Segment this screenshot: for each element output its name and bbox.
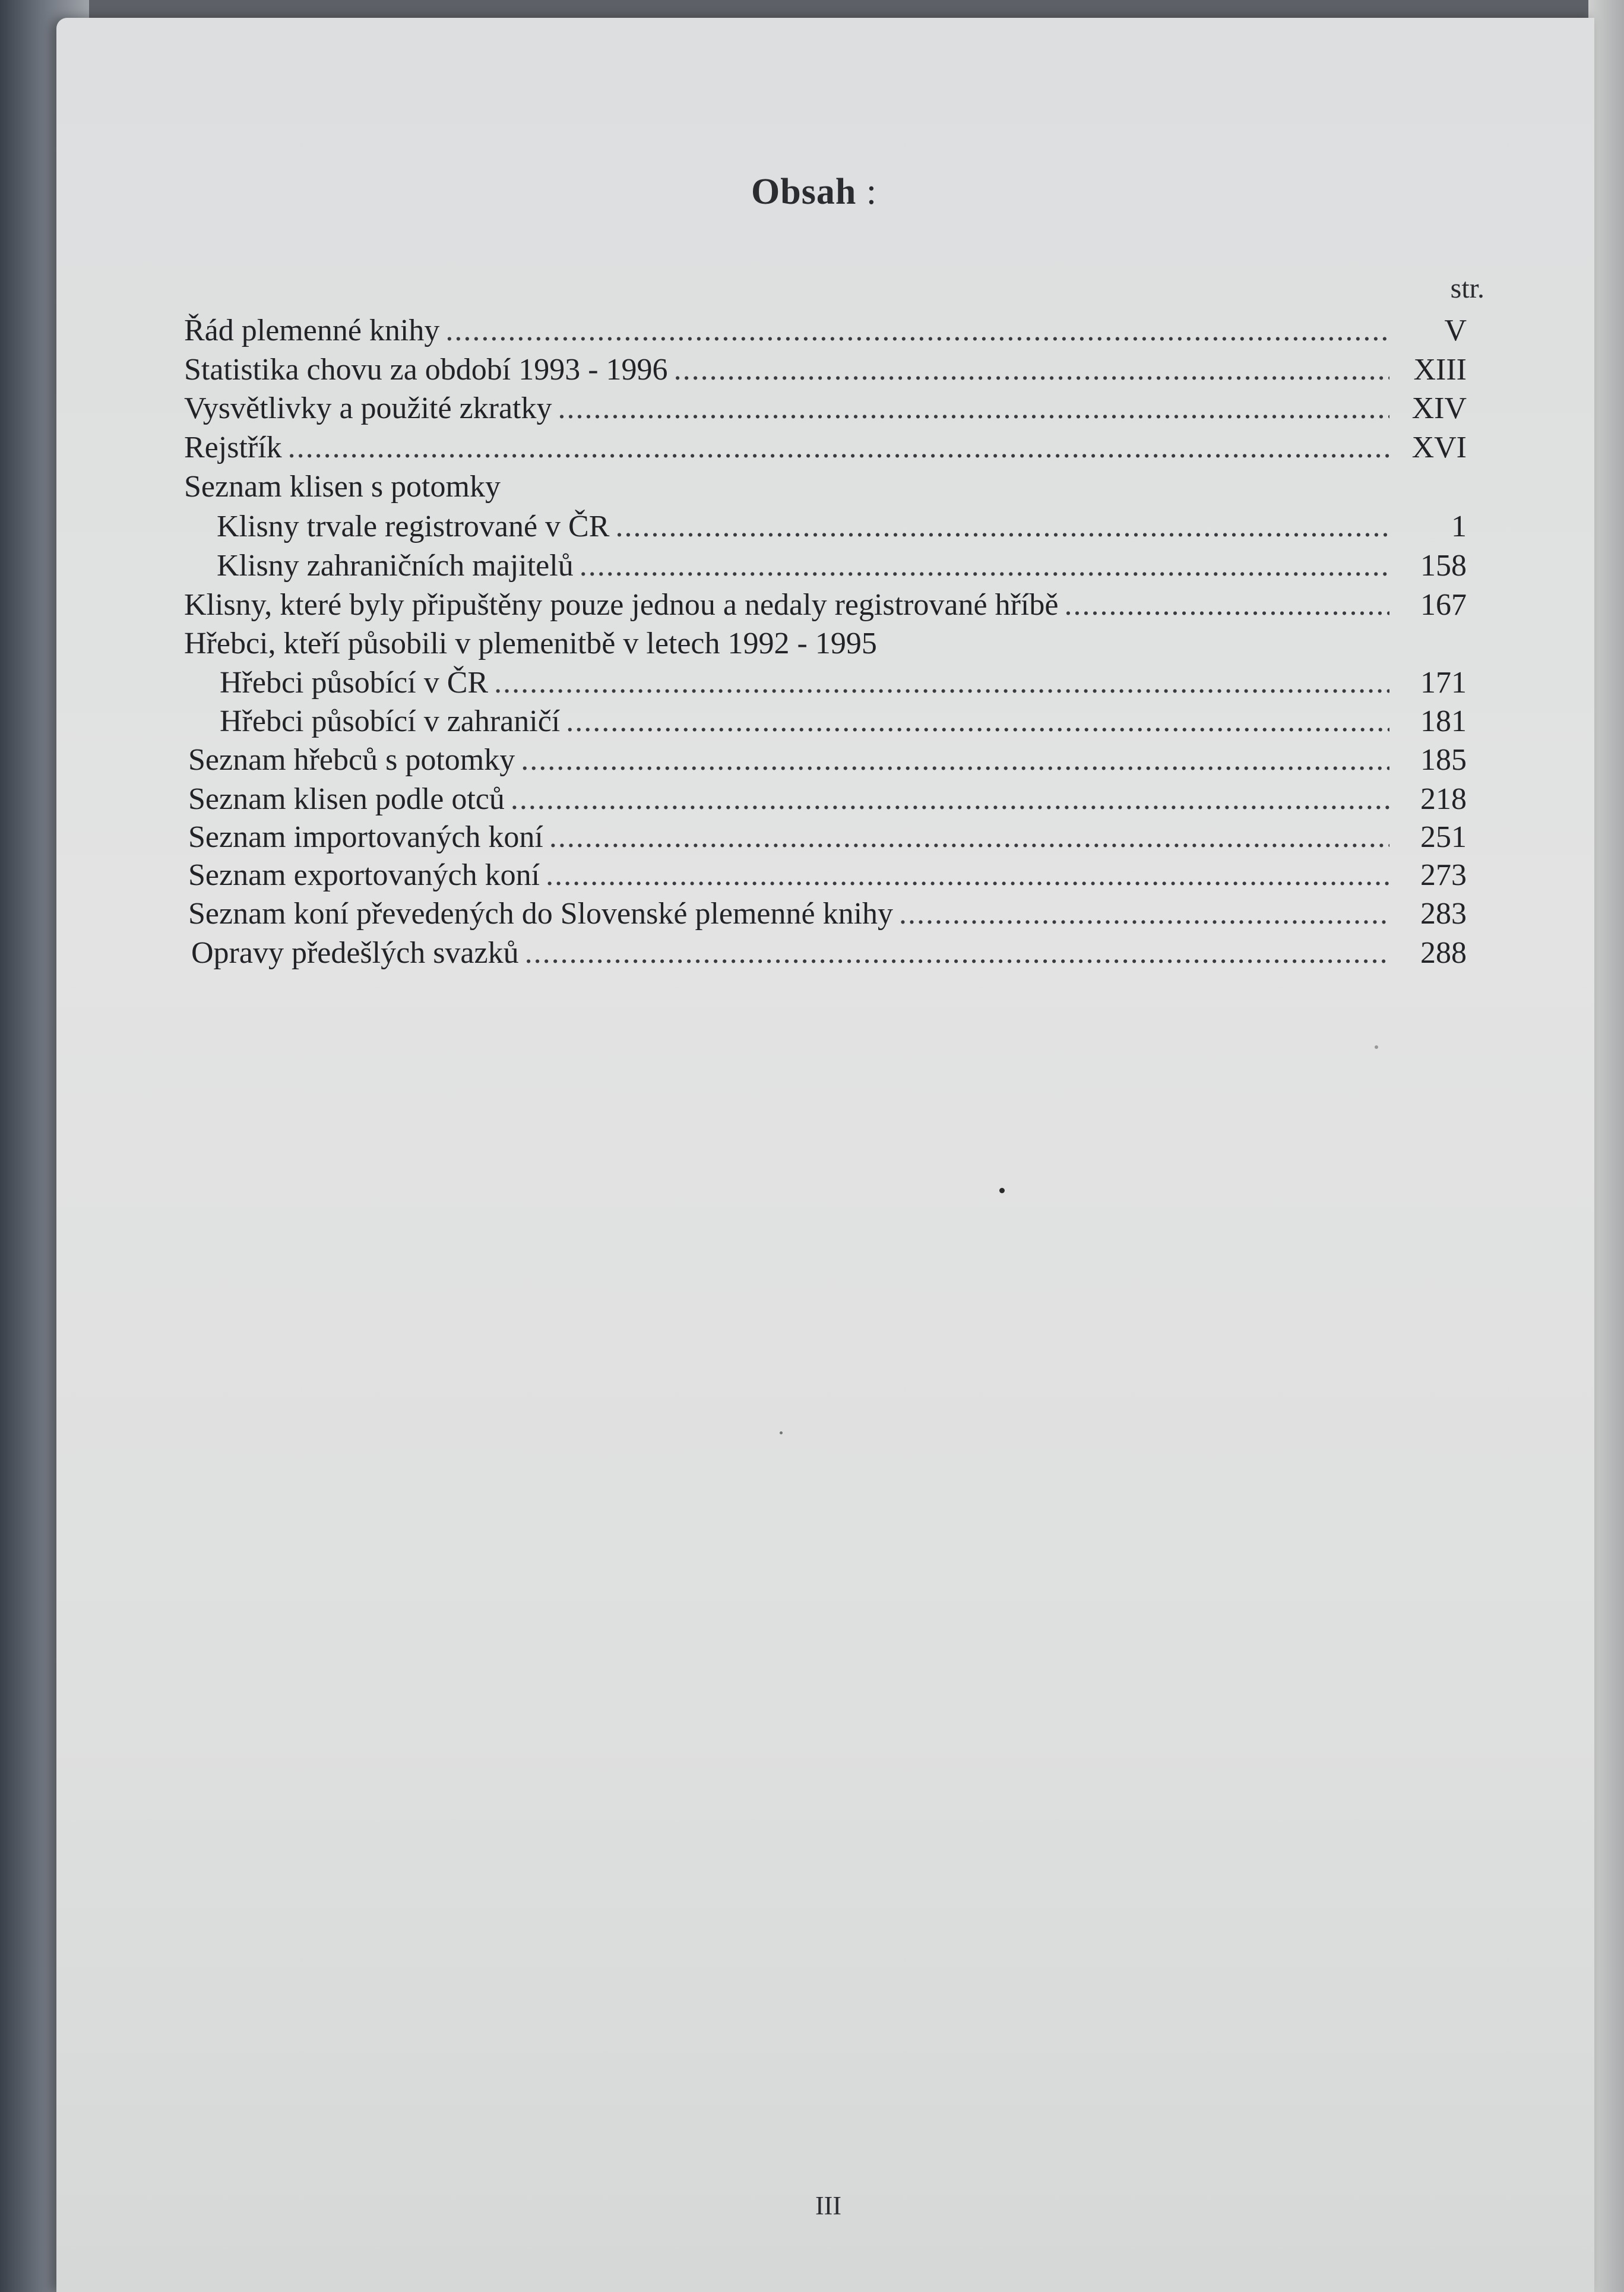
toc-entry-leader bbox=[615, 509, 1389, 545]
page-title-colon: : bbox=[856, 172, 878, 212]
toc-entry-page: 171 bbox=[1420, 666, 1467, 700]
toc-entry-title: Seznam klisen s potomky bbox=[184, 470, 501, 504]
toc-subentry bbox=[217, 509, 1467, 545]
toc-entry-title: Hřebci, kteří působili v plemenitbě v letech 1992 - 1995 bbox=[184, 627, 877, 660]
toc-entry-title: Seznam klisen podle otců bbox=[188, 782, 505, 816]
toc-entry-title: Klisny zahraničních majitelů bbox=[217, 549, 574, 583]
toc-entry bbox=[184, 352, 1467, 388]
toc-entry-page: 167 bbox=[1420, 588, 1467, 622]
toc-entry-leader bbox=[566, 704, 1389, 739]
toc-entry bbox=[191, 935, 1467, 971]
toc-entry-page: XIII bbox=[1413, 353, 1467, 387]
page-number: III bbox=[815, 2191, 841, 2220]
toc-entry-leader bbox=[494, 665, 1389, 701]
toc-entry bbox=[188, 820, 1467, 855]
ink-speck bbox=[1375, 1045, 1378, 1049]
toc-entry-page: 288 bbox=[1420, 936, 1467, 970]
toc-entry-title: Vysvětlivky a použité zkratky bbox=[184, 391, 552, 425]
toc-entry-leader bbox=[549, 820, 1389, 855]
toc-entry bbox=[184, 587, 1467, 623]
toc-entry-page: XIV bbox=[1411, 391, 1467, 425]
toc-section-heading bbox=[184, 626, 1467, 662]
toc-subentry bbox=[217, 548, 1467, 584]
toc-entry-page: 1 bbox=[1451, 510, 1467, 543]
toc-entry-page: 251 bbox=[1420, 820, 1467, 854]
toc-entry bbox=[188, 782, 1467, 817]
toc-entry-leader bbox=[521, 742, 1389, 778]
toc-entry-page: XVI bbox=[1411, 431, 1467, 464]
document-page bbox=[56, 18, 1594, 2292]
toc-entry-leader bbox=[1064, 587, 1389, 623]
toc-entry-title: Hřebci působící v ČR bbox=[220, 666, 489, 700]
toc-entry-page: 158 bbox=[1420, 549, 1467, 583]
page-title-text: Obsah bbox=[751, 172, 857, 212]
toc-entry bbox=[188, 896, 1467, 932]
ink-speck bbox=[780, 1431, 783, 1434]
page-column-label: str. bbox=[1450, 273, 1484, 304]
toc-subentry bbox=[220, 665, 1467, 701]
toc-entry bbox=[184, 430, 1467, 466]
toc-entry bbox=[184, 313, 1467, 349]
toc-entry bbox=[184, 391, 1467, 426]
toc-entry-leader bbox=[899, 896, 1389, 932]
table-of-contents bbox=[56, 18, 1594, 1028]
toc-entry-title: Klisny trvale registrované v ČR bbox=[217, 510, 610, 543]
toc-entry-leader bbox=[525, 935, 1389, 971]
toc-entry-leader bbox=[674, 352, 1389, 388]
toc-entry-title: Klisny, které byly připuštěny pouze jednou a nedaly registrované hříbě bbox=[184, 588, 1059, 622]
toc-subentry bbox=[220, 704, 1467, 739]
toc-entry-title: Rejstřík bbox=[184, 431, 282, 464]
toc-entry-leader bbox=[511, 782, 1389, 817]
toc-entry-leader bbox=[445, 313, 1389, 349]
toc-entry-title: Seznam importovaných koní bbox=[188, 820, 543, 854]
toc-entry-title: Seznam exportovaných koní bbox=[188, 858, 540, 892]
toc-entry-leader bbox=[558, 391, 1389, 426]
toc-entry-leader bbox=[580, 548, 1389, 584]
toc-entry bbox=[188, 858, 1467, 893]
toc-entry-title: Opravy předešlých svazků bbox=[191, 936, 519, 970]
toc-entry-page: 185 bbox=[1420, 743, 1467, 777]
toc-entry-leader bbox=[288, 430, 1389, 466]
toc-entry-page: 218 bbox=[1420, 782, 1467, 816]
toc-entry bbox=[188, 742, 1467, 778]
toc-entry-page: V bbox=[1444, 314, 1467, 347]
toc-section-heading bbox=[184, 469, 1467, 505]
toc-entry-page: 273 bbox=[1420, 858, 1467, 892]
toc-entry-title: Seznam koní převedených do Slovenské plemenné knihy bbox=[188, 897, 894, 931]
toc-entry-title: Statistika chovu za období 1993 - 1996 bbox=[184, 353, 668, 387]
toc-entry-title: Řád plemenné knihy bbox=[184, 314, 440, 347]
ink-speck bbox=[999, 1188, 1005, 1193]
toc-entry-title: Hřebci působící v zahraničí bbox=[220, 704, 561, 738]
toc-entry-leader bbox=[546, 858, 1389, 893]
toc-entry-page: 283 bbox=[1420, 897, 1467, 931]
toc-entry-page: 181 bbox=[1420, 704, 1467, 738]
toc-entry-title: Seznam hřebců s potomky bbox=[188, 743, 515, 777]
